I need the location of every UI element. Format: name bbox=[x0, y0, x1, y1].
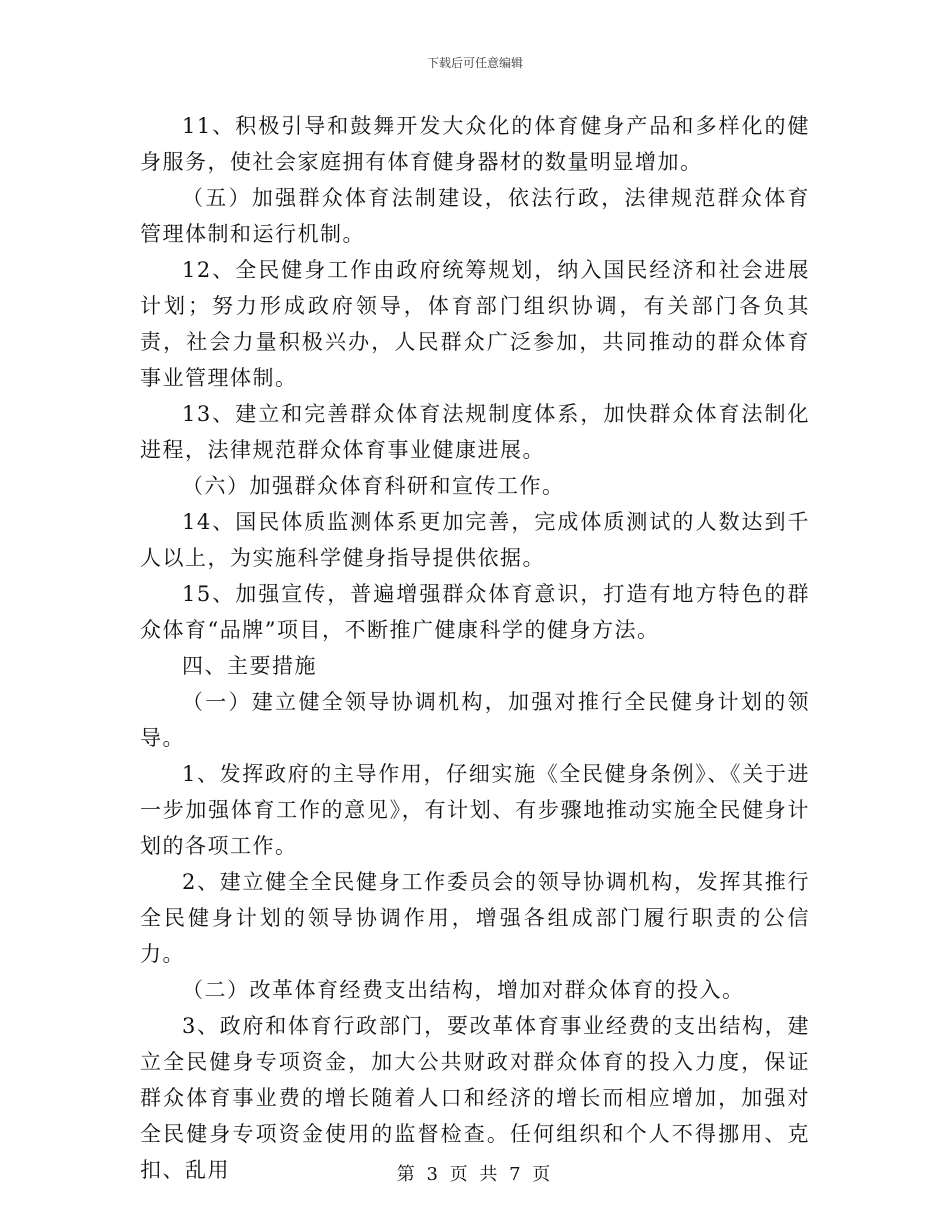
section-heading-1: （一）建立健全领导协调机构，加强对推行全民健身计划的领导。 bbox=[140, 690, 810, 750]
section-heading-6: （六）加强群众体育科研和宣传工作。 bbox=[182, 474, 565, 498]
section-heading-2: （二）改革体育经费支出结构，增加对群众体育的投入。 bbox=[182, 978, 745, 1002]
document-body bbox=[140, 108, 810, 1188]
paragraph-15: 15、加强宣传，普遍增强群众体育意识，打造有地方特色的群众体育“品牌”项目，不断推广健康科学的健身方法。 bbox=[140, 582, 810, 642]
chapter-heading-4: 四、主要措施 bbox=[182, 654, 317, 678]
page-header-note: 下载后可任意编辑 bbox=[426, 56, 523, 70]
measure-1: 1、发挥政府的主导作用，仔细实施《全民健身条例》、《关于进一步加强体育工作的意见》，有计划、有步骤地推动实施全民健身计划的各项工作。 bbox=[140, 762, 810, 858]
paragraph-14: 14、国民体质监测体系更加完善，完成体质测试的人数达到千人以上，为实施科学健身指导提供依据。 bbox=[140, 510, 810, 570]
section-heading-5: （五）加强群众体育法制建设，依法行政，法律规范群众体育管理体制和运行机制。 bbox=[140, 186, 810, 246]
page-number: 第 3 页 共 7 页 bbox=[396, 1164, 554, 1185]
paragraph-12: 12、全民健身工作由政府统筹规划，纳入国民经济和社会进展计划；努力形成政府领导，体育部门组织协调，有关部门各负其责，社会力量积极兴办，人民群众广泛参加，共同推动的群众体育事业管理体制。 bbox=[140, 258, 810, 390]
measure-3: 3、政府和体育行政部门，要改革体育事业经费的支出结构，建立全民健身专项资金，加大公共财政对群众体育的投入力度，保证群众体育事业费的增长随着人口和经济的增长而相应增加，加强对全民健身专项资金使用的监督检查。任何组织和个人不得挪用、克扣、乱用 bbox=[140, 1014, 810, 1182]
paragraph-13: 13、建立和完善群众体育法规制度体系，加快群众体育法制化进程，法律规范群众体育事业健康进展。 bbox=[140, 402, 810, 462]
measure-2: 2、建立健全全民健身工作委员会的领导协调机构，发挥其推行全民健身计划的领导协调作用，增强各组成部门履行职责的公信力。 bbox=[140, 870, 810, 966]
paragraph-11: 11、积极引导和鼓舞开发大众化的体育健身产品和多样化的健身服务，使社会家庭拥有体育健身器材的数量明显增加。 bbox=[140, 114, 810, 174]
